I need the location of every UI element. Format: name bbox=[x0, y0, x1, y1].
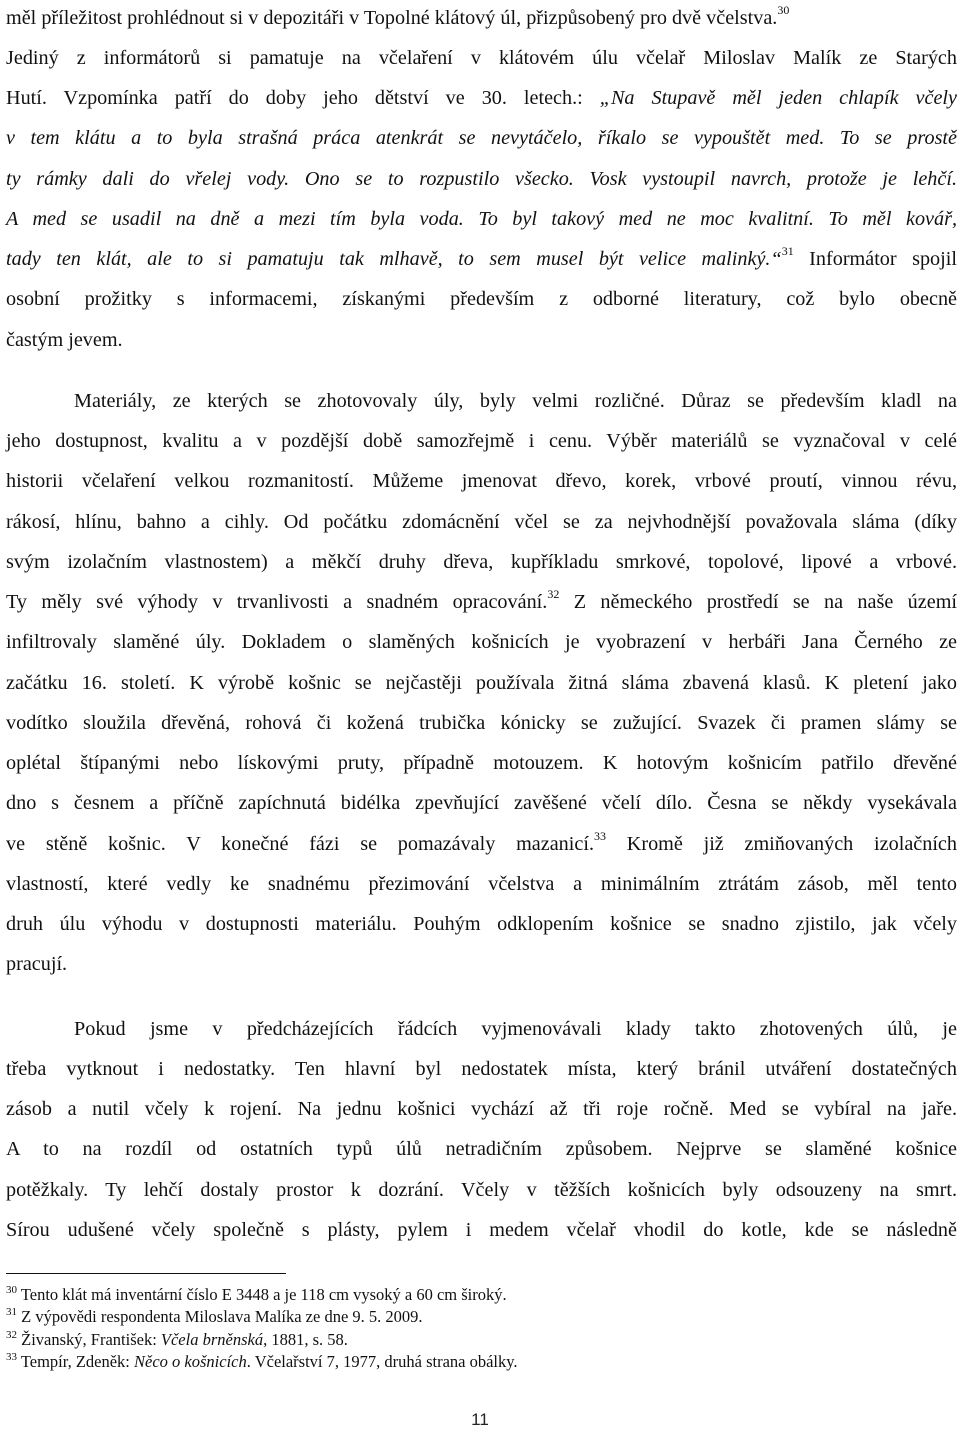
text-line: začátku 16. století. K výrobě košnic se nejčastěji používala žitná sláma zbavená klasů. K pletení jako bbox=[6, 672, 957, 694]
cited-title: Včela brněnská bbox=[160, 1330, 264, 1349]
text-line: potěžkaly. Ty lehčí dostaly prostor k dozrání. Včely v těžších košnicích byly odsouzeny na smrt. bbox=[6, 1179, 957, 1201]
text-line: třeba vytknout i nedostatky. Ten hlavní byl nedostatek místa, který bránil utváření dostatečných bbox=[6, 1058, 957, 1080]
text-line: Sírou udušené včely společně s plásty, pylem i medem včelař vhodil do kotle, kde se následně bbox=[6, 1219, 957, 1241]
quote-text: tady ten klát, ale to si pamatuju tak mlhavě, to sem musel být velice malinký. bbox=[6, 248, 771, 270]
footnote-number: 33 bbox=[6, 1351, 17, 1363]
text-line: tady ten klát, ale to si pamatuju tak mlhavě, to sem musel být velice malinký.“$^{31}$ Informátor spojil bbox=[6, 244, 957, 270]
text-line: Hutí. Vzpomínka patří do doby jeho dětství ve 30. letech.: „Na Stupavě měl jeden chlapík včely bbox=[6, 87, 957, 109]
footnote-ref[interactable]: 32 bbox=[547, 587, 560, 601]
text-line: pracují. bbox=[6, 953, 68, 975]
footnote: $^{31}$ Z výpovědi respondenta Miloslava Malíka ze dne 9. 5. 2009. bbox=[6, 1306, 423, 1326]
page-number: 11 bbox=[471, 1410, 489, 1429]
text-line: svým izolačním vlastnostem) a měkčí druhy dřeva, kupříkladu smrkové, topolové, lipové a vrbové. bbox=[6, 551, 957, 573]
text-line: infiltrovaly slaměné úly. Dokladem o slaměných košnicích je vyobrazení v herbáři Jana Černého ze bbox=[6, 631, 957, 653]
footnote: $^{33}$ Tempír, Zdeněk: Něco o košnicích. Včelařství 7, 1977, druhá strana obálky. bbox=[6, 1351, 518, 1371]
text-line: Jediný z informátorů si pamatuje na včelaření v klátovém úlu včelař Miloslav Malík ze Starých bbox=[6, 47, 957, 69]
footnote-number: 31 bbox=[6, 1306, 17, 1318]
quote-text: „Na Stupavě měl jeden chlapík včely bbox=[599, 87, 957, 109]
text-line: jeho dostupnost, kvalitu a v pozdější době samozřejmě i cenu. Výběr materiálů se vyznačoval v celé bbox=[6, 430, 957, 452]
text-line: častým jevem. bbox=[6, 329, 123, 351]
text-line: vodítko sloužila dřevěná, rohová či kožená trubička kónicky se zužující. Svazek či pramen slámy se bbox=[6, 712, 957, 734]
footnote-number: 30 bbox=[6, 1284, 17, 1296]
text-line: historii včelaření velkou rozmanitostí. Můžeme jmenovat dřevo, korek, vrbové proutí, vinnou révu, bbox=[6, 470, 957, 492]
quote-line: v tem klátu a to byla strašná práca atenkrát se nevytáčelo, říkalo se vypouštět med. To se prostě bbox=[6, 127, 957, 149]
quote-line: ty rámky dali do vřelej vody. Ono se to rozpustilo všecko. Vosk vystoupil navrch, protože je lehčí. bbox=[6, 168, 957, 190]
text-line: Pokud jsme v předcházejících řádcích vyjmenovávali klady takto zhotovených úlů, je bbox=[74, 1018, 957, 1040]
footnote-ref[interactable]: 31 bbox=[781, 244, 794, 258]
cited-title: Něco o košnicích bbox=[134, 1352, 247, 1371]
text-line: ve stěně košnic. V konečné fázi se pomazávaly mazanicí.$^{33}$ Kromě již zmiňovaných izolačních bbox=[6, 829, 957, 855]
text-line: rákosí, hlínu, bahno a cihly. Od počátku zdomácnění včel se za nejvhodnější považovala sláma (díky bbox=[6, 511, 957, 533]
text-line: druh úlu výhodu v dostupnosti materiálu. Pouhým odklopením košnice se snadno zjistilo, jak včely bbox=[6, 913, 957, 935]
text-line: vlastností, které vedly ke snadnému přezimování včelstva a minimálním ztrátám zásob, měl tento bbox=[6, 873, 957, 895]
footnote-ref[interactable]: 33 bbox=[594, 829, 606, 843]
footnote: $^{32}$ Živanský, František: Včela brněnská, 1881, s. 58. bbox=[6, 1329, 348, 1349]
text-line: zásob a nutil včely k rojení. Na jednu košnici vychází až tři roje ročně. Med se vybíral na jaře. bbox=[6, 1098, 957, 1120]
text-line: Materiály, ze kterých se zhotovovaly úly, byly velmi rozličné. Důraz se především kladl na bbox=[74, 390, 957, 412]
text-line: oplétal štípanými nebo lískovými pruty, případně motouzem. K hotovým košnicím patřilo dřevěné bbox=[6, 752, 957, 774]
text-line: A to na rozdíl od ostatních typů úlů netradičním způsobem. Nejprve se slaměné košnice bbox=[6, 1138, 957, 1160]
footnote-separator bbox=[6, 1273, 286, 1274]
text-line: měl příležitost prohlédnout si v depozitáři v Topolné klátový úl, přizpůsobený pro dvě včelstva.$^{30}$ bbox=[6, 3, 790, 29]
footnote-ref[interactable]: 30 bbox=[777, 3, 790, 17]
text-line: dno s česnem a příčně zapíchnutá bidélka zpevňující zavěšené včelí dílo. Česna se někdy vysekávala bbox=[6, 792, 957, 814]
footnote-number: 32 bbox=[6, 1329, 17, 1341]
text-line: osobní prožitky s informacemi, získanými především z odborné literatury, což bylo obecně bbox=[6, 288, 957, 310]
footnote: $^{30}$ Tento klát má inventární číslo E 3448 a je 118 cm vysoký a 60 cm široký. bbox=[6, 1284, 507, 1304]
text-line: Ty měly své výhody v trvanlivosti a snadném opracování.$^{32}$ Z německého prostředí se na naše území bbox=[6, 587, 957, 613]
quote-line: A med se usadil na dně a mezi tím byla voda. To byl takový med ne moc kvalitní. To měl kovář, bbox=[6, 208, 957, 230]
